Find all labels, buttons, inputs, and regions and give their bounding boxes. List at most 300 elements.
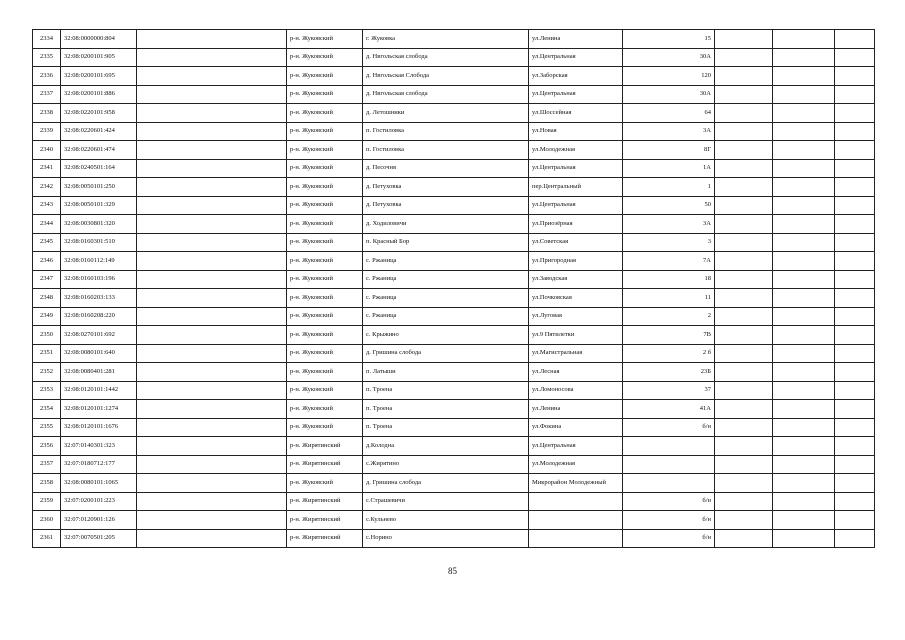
house-number-cell: 2 [623,307,715,326]
house-number-cell: 1 [623,178,715,197]
blank-cell-cell [137,455,287,474]
district-cell: р-н. Жуковский [287,48,363,67]
settlement-cell: д. Гришина слобода [363,344,529,363]
district-cell: р-н. Жуковский [287,252,363,271]
house-number-cell [623,474,715,493]
house-number-cell: б/н [623,511,715,530]
street-cell: ул.Фокина [529,418,623,437]
settlement-cell: п. Гостиловка [363,141,529,160]
district-cell: р-н. Жуковский [287,289,363,308]
district-cell: р-н. Жуковский [287,400,363,419]
blank-cell-cell [715,363,773,382]
blank-cell-cell [137,178,287,197]
house-number-cell: 8Г [623,141,715,160]
house-number-cell: 23Б [623,363,715,382]
settlement-cell: с. Крыжино [363,326,529,345]
house-number-cell: б/н [623,492,715,511]
row-number-cell: 2355 [33,418,61,437]
table-row [33,270,875,289]
settlement-cell: д. Ходиловичи [363,215,529,234]
row-number-cell: 2353 [33,381,61,400]
blank-cell-cell [137,104,287,123]
blank-cell-cell [137,307,287,326]
house-number-cell: 30А [623,85,715,104]
settlement-cell: с.Жирятино [363,455,529,474]
street-cell: ул.Заводская [529,270,623,289]
blank-cell-cell [715,289,773,308]
row-number-cell: 2361 [33,529,61,548]
district-cell: р-н. Жуковский [287,104,363,123]
cadastral-number-cell: 32:07:0200101:223 [61,492,137,511]
district-cell: р-н. Жирятинский [287,492,363,511]
street-cell: ул.Шоссейная [529,104,623,123]
house-number-cell: 3 [623,233,715,252]
settlement-cell: п. Троена [363,418,529,437]
row-number-cell: 2346 [33,252,61,271]
register-table [32,29,875,548]
house-number-cell: 120 [623,67,715,86]
street-cell: ул.Молодежная [529,455,623,474]
street-cell: ул.Центральная [529,437,623,456]
cadastral-number-cell: 32:08:0050101:329 [61,196,137,215]
district-cell: р-н. Жуковский [287,30,363,49]
blank-cell-cell [835,492,875,511]
house-number-cell: 7В [623,326,715,345]
cadastral-number-cell: 32:08:0220601:424 [61,122,137,141]
blank-cell-cell [835,48,875,67]
blank-cell-cell [137,122,287,141]
blank-cell-cell [715,48,773,67]
blank-cell-cell [137,529,287,548]
blank-cell-cell [137,270,287,289]
blank-cell-cell [835,529,875,548]
table-row [33,289,875,308]
house-number-cell: 50 [623,196,715,215]
table-row [33,122,875,141]
cadastral-number-cell: 32:08:0160112:149 [61,252,137,271]
district-cell: р-н. Жуковский [287,141,363,160]
cadastral-number-cell: 32:07:0120901:126 [61,511,137,530]
blank-cell-cell [137,85,287,104]
cadastral-number-cell: 32:08:0240501:164 [61,159,137,178]
blank-cell-cell [773,252,835,271]
blank-cell-cell [835,159,875,178]
blank-cell-cell [137,48,287,67]
blank-cell-cell [137,159,287,178]
blank-cell-cell [835,67,875,86]
blank-cell-cell [715,529,773,548]
cadastral-number-cell: 32:08:0120101:1676 [61,418,137,437]
row-number-cell: 2347 [33,270,61,289]
blank-cell-cell [835,344,875,363]
row-number-cell: 2334 [33,30,61,49]
house-number-cell: 2 б [623,344,715,363]
street-cell: ул.Ленина [529,400,623,419]
blank-cell-cell [835,30,875,49]
street-cell [529,511,623,530]
settlement-cell: д. Петуховка [363,178,529,197]
table-row [33,492,875,511]
blank-cell-cell [835,178,875,197]
cadastral-number-cell: 32:08:0080101:640 [61,344,137,363]
row-number-cell: 2352 [33,363,61,382]
settlement-cell: с. Ржаница [363,252,529,271]
blank-cell-cell [715,381,773,400]
blank-cell-cell [137,141,287,160]
blank-cell-cell [715,85,773,104]
district-cell: р-н. Жуковский [287,85,363,104]
cadastral-number-cell: 32:08:0160301:510 [61,233,137,252]
blank-cell-cell [137,67,287,86]
table-row [33,252,875,271]
table-row [33,196,875,215]
district-cell: р-н. Жирятинский [287,511,363,530]
district-cell: р-н. Жуковский [287,159,363,178]
blank-cell-cell [715,159,773,178]
blank-cell-cell [773,215,835,234]
house-number-cell: 15 [623,30,715,49]
street-cell: ул.Лесная [529,363,623,382]
blank-cell-cell [773,511,835,530]
blank-cell-cell [773,474,835,493]
row-number-cell: 2341 [33,159,61,178]
settlement-cell: д.Колодна [363,437,529,456]
settlement-cell: с. Ржаница [363,289,529,308]
table-row [33,400,875,419]
cadastral-number-cell: 32:08:0160103:196 [61,270,137,289]
house-number-cell: 18 [623,270,715,289]
blank-cell-cell [835,326,875,345]
house-number-cell: 1А [623,159,715,178]
blank-cell-cell [773,122,835,141]
table-row [33,159,875,178]
blank-cell-cell [715,400,773,419]
district-cell: р-н. Жуковский [287,215,363,234]
blank-cell-cell [715,196,773,215]
table-row [33,48,875,67]
blank-cell-cell [773,529,835,548]
blank-cell-cell [835,363,875,382]
house-number-cell: 37 [623,381,715,400]
street-cell: ул.9 Пятилетки [529,326,623,345]
blank-cell-cell [835,270,875,289]
district-cell: р-н. Жуковский [287,474,363,493]
blank-cell-cell [715,474,773,493]
row-number-cell: 2357 [33,455,61,474]
table-row [33,437,875,456]
settlement-cell: д. Нвгольская слобода [363,48,529,67]
row-number-cell: 2356 [33,437,61,456]
blank-cell-cell [773,30,835,49]
street-cell: ул.Луговая [529,307,623,326]
blank-cell-cell [773,196,835,215]
table-row [33,529,875,548]
cadastral-number-cell: 32:08:0200101:905 [61,48,137,67]
district-cell: р-н. Жуковский [287,67,363,86]
cadastral-number-cell: 32:07:0140301:323 [61,437,137,456]
row-number-cell: 2360 [33,511,61,530]
blank-cell-cell [835,233,875,252]
row-number-cell: 2344 [33,215,61,234]
house-number-cell: 41А [623,400,715,419]
blank-cell-cell [773,363,835,382]
blank-cell-cell [835,455,875,474]
house-number-cell: б/н [623,529,715,548]
blank-cell-cell [835,418,875,437]
district-cell: р-н. Жуковский [287,381,363,400]
table-row [33,363,875,382]
blank-cell-cell [773,344,835,363]
table-row [33,233,875,252]
settlement-cell: д. Нвгольская слобода [363,85,529,104]
table-row [33,141,875,160]
row-number-cell: 2339 [33,122,61,141]
street-cell: ул.Советская [529,233,623,252]
street-cell: ул.Ленина [529,30,623,49]
settlement-cell: с. Ржаница [363,307,529,326]
cadastral-number-cell: 32:08:0270101:692 [61,326,137,345]
district-cell: р-н. Жуковский [287,418,363,437]
house-number-cell: 7А [623,252,715,271]
table-row [33,307,875,326]
district-cell: р-н. Жуковский [287,233,363,252]
blank-cell-cell [773,326,835,345]
house-number-cell [623,455,715,474]
district-cell: р-н. Жуковский [287,326,363,345]
blank-cell-cell [773,178,835,197]
row-number-cell: 2358 [33,474,61,493]
settlement-cell: д. Гришина слобода [363,474,529,493]
blank-cell-cell [773,400,835,419]
blank-cell-cell [715,30,773,49]
row-number-cell: 2335 [33,48,61,67]
blank-cell-cell [137,474,287,493]
cadastral-number-cell: 32:07:0070501:205 [61,529,137,548]
blank-cell-cell [715,437,773,456]
blank-cell-cell [715,418,773,437]
street-cell: ул.Центральная [529,85,623,104]
settlement-cell: д. Нвгольская Слобода [363,67,529,86]
blank-cell-cell [773,141,835,160]
district-cell: р-н. Жуковский [287,344,363,363]
blank-cell-cell [835,474,875,493]
house-number-cell: 11 [623,289,715,308]
row-number-cell: 2345 [33,233,61,252]
cadastral-number-cell: 32:08:0120101:1274 [61,400,137,419]
house-number-cell: 3А [623,215,715,234]
settlement-cell: п. Гостиловка [363,122,529,141]
cadastral-number-cell: 32:08:0220601:474 [61,141,137,160]
settlement-cell: с.Норино [363,529,529,548]
cadastral-number-cell: 32:08:0080401:281 [61,363,137,382]
cadastral-number-cell: 32:08:0160208:220 [61,307,137,326]
blank-cell-cell [137,326,287,345]
row-number-cell: 2340 [33,141,61,160]
table-row [33,381,875,400]
blank-cell-cell [773,233,835,252]
blank-cell-cell [715,67,773,86]
cadastral-number-cell: 32:08:0120101:1442 [61,381,137,400]
street-cell: ул.Центральная [529,196,623,215]
settlement-cell: д. Петуховка [363,196,529,215]
blank-cell-cell [835,511,875,530]
cadastral-number-cell: 32:08:0050101:250 [61,178,137,197]
blank-cell-cell [715,141,773,160]
blank-cell-cell [137,289,287,308]
blank-cell-cell [835,122,875,141]
district-cell: р-н. Жуковский [287,270,363,289]
blank-cell-cell [137,511,287,530]
blank-cell-cell [715,511,773,530]
row-number-cell: 2342 [33,178,61,197]
blank-cell-cell [773,104,835,123]
table-row [33,30,875,49]
settlement-cell: г. Жуковка [363,30,529,49]
settlement-cell: с.Страшевичи [363,492,529,511]
street-cell: ул.Ломоносова [529,381,623,400]
street-cell [529,529,623,548]
street-cell: ул.Магистральная [529,344,623,363]
cadastral-number-cell: 32:08:0080101:1065 [61,474,137,493]
street-cell: Микрорайон Молодежный [529,474,623,493]
blank-cell-cell [137,400,287,419]
street-cell: ул.Центральная [529,159,623,178]
district-cell: р-н. Жуковский [287,307,363,326]
row-number-cell: 2350 [33,326,61,345]
blank-cell-cell [773,455,835,474]
street-cell [529,492,623,511]
blank-cell-cell [137,381,287,400]
blank-cell-cell [773,289,835,308]
settlement-cell: п. Красный Бор [363,233,529,252]
house-number-cell: 64 [623,104,715,123]
row-number-cell: 2336 [33,67,61,86]
row-number-cell: 2351 [33,344,61,363]
district-cell: р-н. Жирятинский [287,455,363,474]
blank-cell-cell [773,307,835,326]
cadastral-number-cell: 32:07:0180712:177 [61,455,137,474]
district-cell: р-н. Жуковский [287,122,363,141]
blank-cell-cell [835,104,875,123]
blank-cell-cell [715,270,773,289]
settlement-cell: с.Кульнево [363,511,529,530]
blank-cell-cell [835,381,875,400]
blank-cell-cell [773,492,835,511]
cadastral-number-cell: 32:08:0200101:886 [61,85,137,104]
blank-cell-cell [773,67,835,86]
cadastral-number-cell: 32:08:0200101:695 [61,67,137,86]
cadastral-number-cell: 32:08:0030801:320 [61,215,137,234]
settlement-cell: п. Латыши [363,363,529,382]
street-cell: ул.Центральная [529,48,623,67]
blank-cell-cell [835,85,875,104]
cadastral-number-cell: 32:08:0000000:804 [61,30,137,49]
blank-cell-cell [835,307,875,326]
blank-cell-cell [773,48,835,67]
street-cell: ул.Молодежная [529,141,623,160]
blank-cell-cell [137,363,287,382]
blank-cell-cell [137,437,287,456]
blank-cell-cell [137,233,287,252]
district-cell: р-н. Жуковский [287,178,363,197]
blank-cell-cell [835,196,875,215]
settlement-cell: с. Ржаница [363,270,529,289]
street-cell: ул.Пригородная [529,252,623,271]
blank-cell-cell [715,344,773,363]
house-number-cell: 30А [623,48,715,67]
district-cell: р-н. Жуковский [287,363,363,382]
blank-cell-cell [773,381,835,400]
blank-cell-cell [137,418,287,437]
blank-cell-cell [715,178,773,197]
blank-cell-cell [715,455,773,474]
settlement-cell: п. Троена [363,400,529,419]
cadastral-number-cell: 32:08:0220101:958 [61,104,137,123]
street-cell: ул.Новая [529,122,623,141]
table-row [33,67,875,86]
blank-cell-cell [137,30,287,49]
table-row [33,474,875,493]
row-number-cell: 2337 [33,85,61,104]
district-cell: р-н. Жирятинский [287,529,363,548]
blank-cell-cell [137,196,287,215]
blank-cell-cell [715,122,773,141]
blank-cell-cell [773,270,835,289]
blank-cell-cell [137,344,287,363]
row-number-cell: 2348 [33,289,61,308]
table-row [33,511,875,530]
settlement-cell: д. Летошники [363,104,529,123]
street-cell: ул.Заборская [529,67,623,86]
row-number-cell: 2349 [33,307,61,326]
blank-cell-cell [715,233,773,252]
blank-cell-cell [715,104,773,123]
house-number-cell [623,437,715,456]
table-row [33,178,875,197]
street-cell: пер.Центральный [529,178,623,197]
cadastral-number-cell: 32:08:0160203:133 [61,289,137,308]
page-number: 85 [448,566,457,576]
blank-cell-cell [715,492,773,511]
table-row [33,85,875,104]
table-row [33,215,875,234]
settlement-cell: п. Троена [363,381,529,400]
blank-cell-cell [773,418,835,437]
table-row [33,344,875,363]
blank-cell-cell [835,437,875,456]
district-cell: р-н. Жуковский [287,196,363,215]
blank-cell-cell [137,215,287,234]
blank-cell-cell [835,289,875,308]
table-row [33,326,875,345]
row-number-cell: 2338 [33,104,61,123]
row-number-cell: 2354 [33,400,61,419]
street-cell: ул.Почковская [529,289,623,308]
blank-cell-cell [715,215,773,234]
house-number-cell: 3А [623,122,715,141]
district-cell: р-н. Жирятинский [287,437,363,456]
row-number-cell: 2343 [33,196,61,215]
table-row [33,104,875,123]
blank-cell-cell [137,252,287,271]
street-cell: ул.Приозёрная [529,215,623,234]
table-row [33,455,875,474]
blank-cell-cell [137,492,287,511]
row-number-cell: 2359 [33,492,61,511]
blank-cell-cell [835,215,875,234]
blank-cell-cell [715,252,773,271]
blank-cell-cell [773,159,835,178]
